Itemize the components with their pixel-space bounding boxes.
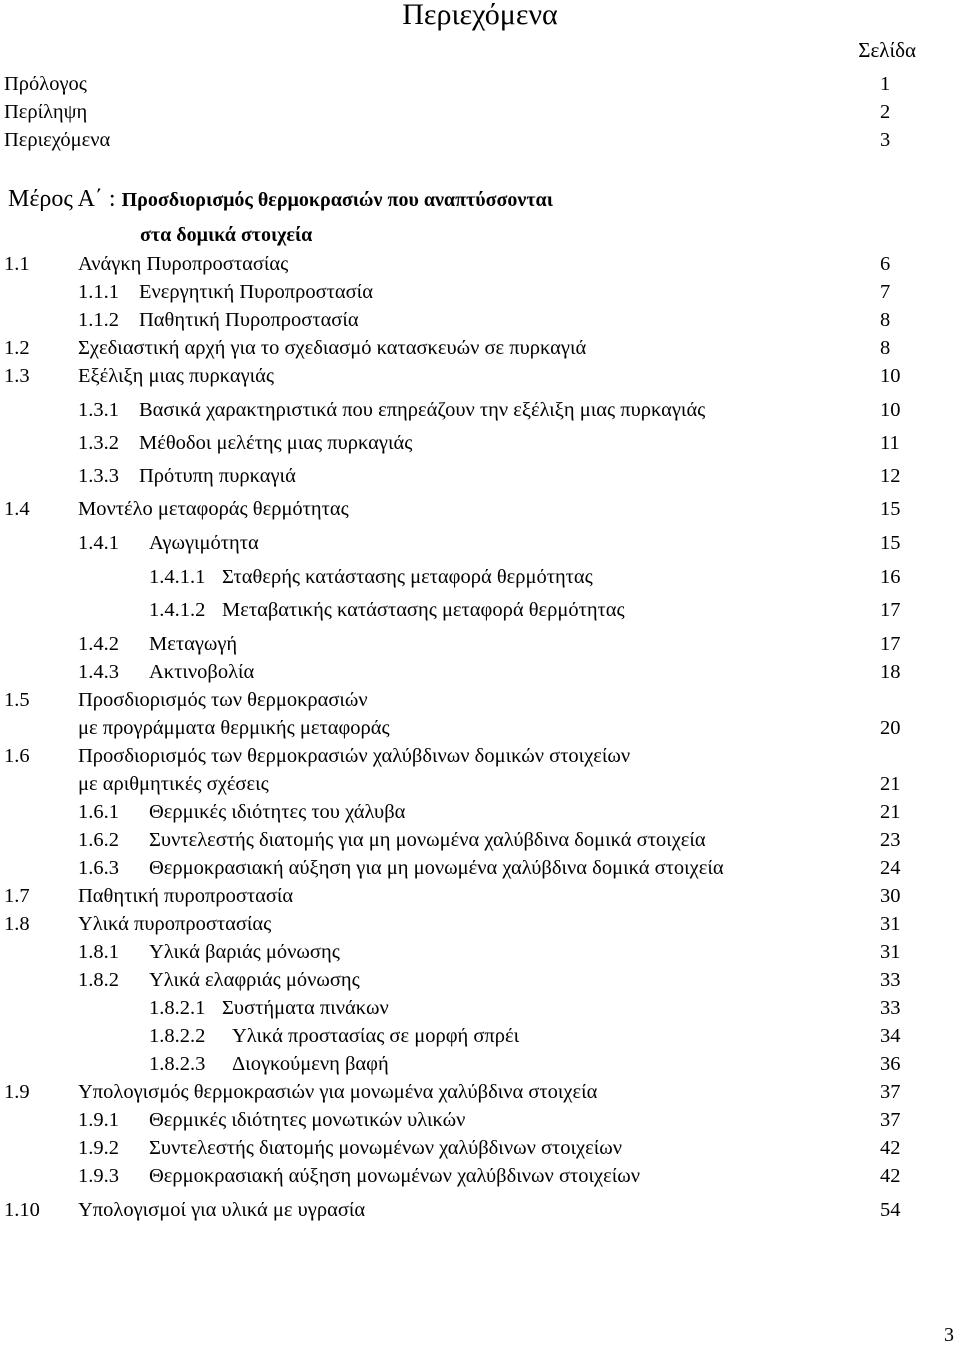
- toc-row: [0, 563, 960, 591]
- toc-row: [0, 1134, 960, 1162]
- toc-row: [0, 278, 960, 306]
- toc-entry-page: 16: [880, 566, 901, 588]
- toc-entry-title: Θερμοκρασιακή αύξηση μονωμένων χαλύβδινων στοιχείων: [149, 1165, 640, 1187]
- toc-entry-title: Αγωγιμότητα: [149, 532, 259, 554]
- page-column-label: Σελίδα: [858, 38, 916, 62]
- toc-entry-title: Ανάγκη Πυροπροστασίας: [78, 253, 289, 275]
- toc-entry-number: 1.1.2: [78, 309, 119, 331]
- toc-row: [0, 1162, 960, 1190]
- part-title-line1: Προσδιορισμός θερμοκρασιών που αναπτύσσονται: [121, 189, 553, 211]
- toc-entry-page: 17: [880, 633, 901, 655]
- toc-entry-title: Συντελεστής διατομής μονωμένων χαλύβδινων στοιχείων: [149, 1137, 623, 1159]
- toc-entry-page: 6: [880, 253, 891, 275]
- toc-entry-page: 21: [880, 801, 901, 823]
- toc-entry-title: Σχεδιαστική αρχή για το σχεδιασμό κατασκευών σε πυρκαγιά: [78, 337, 587, 359]
- toc-entry-number: 1.4.1: [78, 532, 119, 554]
- toc-entry-page: 31: [880, 941, 901, 963]
- part-heading: [8, 186, 553, 213]
- toc-entry-number: 1.9.1: [78, 1109, 119, 1131]
- toc-entry-page: 8: [880, 309, 891, 331]
- toc-entry-title: Θερμικές ιδιότητες του χάλυβα: [149, 801, 406, 823]
- toc-entry-title: Πρόλογος: [4, 73, 87, 95]
- toc-entry-page: 7: [880, 281, 891, 303]
- toc-entry-number: 1.1: [4, 253, 30, 275]
- toc-row: [0, 362, 960, 390]
- toc-entry-number: 1.8: [4, 913, 30, 935]
- toc-row: [0, 882, 960, 910]
- toc-entry-title: Πρότυπη πυρκαγιά: [139, 465, 296, 487]
- toc-entry-number: 1.8.2.1: [149, 997, 206, 1019]
- toc-entry-number: 1.4.2: [78, 633, 119, 655]
- toc-entry-number: 1.8.2.2: [149, 1025, 206, 1047]
- toc-entry-title: Θερμοκρασιακή αύξηση για μη μονωμένα χαλύβδινα δομικά στοιχεία: [149, 857, 724, 879]
- toc-entry-page: 33: [880, 969, 901, 991]
- toc-entry-title: Διογκούμενη βαφή: [232, 1053, 389, 1075]
- toc-entry-page: 11: [880, 432, 900, 454]
- toc-entry-page: 24: [880, 857, 901, 879]
- toc-entry-title: Περίληψη: [4, 101, 88, 123]
- toc-entry-number: 1.8.1: [78, 941, 119, 963]
- toc-entry-title: Υλικά προστασίας σε μορφή σπρέι: [232, 1025, 520, 1047]
- toc-entry-page: 15: [880, 498, 901, 520]
- toc-entry-page: 30: [880, 885, 901, 907]
- toc-row: [0, 938, 960, 966]
- toc-entry-title: Μεταγωγή: [149, 633, 238, 655]
- page-title: Περιεχόμενα: [402, 0, 558, 31]
- toc-entry-page: 3: [880, 129, 891, 151]
- toc-entry-number: 1.9.2: [78, 1137, 119, 1159]
- toc-entry-title: Μοντέλο μεταφοράς θερμότητας: [78, 498, 349, 520]
- toc-entry-page: 42: [880, 1137, 901, 1159]
- toc-entry-page: 8: [880, 337, 891, 359]
- toc-entry-number: 1.6.1: [78, 801, 119, 823]
- toc-entry-page: 18: [880, 661, 901, 683]
- toc-entry-number: 1.4.1.1: [149, 566, 206, 588]
- toc-entry-title: Προσδιορισμός των θερμοκρασιών: [78, 689, 368, 711]
- toc-row: [0, 429, 960, 457]
- part-title-line2: στα δομικά στοιχεία: [140, 224, 313, 246]
- toc-entry-number: 1.9.3: [78, 1165, 119, 1187]
- toc-row: [0, 462, 960, 490]
- toc-entry-title: Βασικά χαρακτηριστικά που επηρεάζουν την εξέλιξη μιας πυρκαγιάς: [139, 399, 706, 421]
- toc-entry-title: με προγράμματα θερμικής μεταφοράς: [78, 717, 390, 739]
- toc-entry-page: 42: [880, 1165, 901, 1187]
- toc-entry-number: 1.4.3: [78, 661, 119, 683]
- toc-entry-page: 10: [880, 399, 901, 421]
- toc-row: [0, 966, 960, 994]
- toc-entry-page: 31: [880, 913, 901, 935]
- toc-row: [0, 686, 960, 714]
- toc-entry-page: 36: [880, 1053, 901, 1075]
- toc-row: [0, 798, 960, 826]
- toc-entry-page: 37: [880, 1109, 901, 1131]
- toc-row: [0, 495, 960, 523]
- toc-entry-title: Υπολογισμοί για υλικά με υγρασία: [78, 1199, 366, 1221]
- toc-row: [0, 306, 960, 334]
- toc-entry-number: 1.5: [4, 689, 30, 711]
- toc-entry-page: 21: [880, 773, 901, 795]
- toc-entry-number: 1.6.3: [78, 857, 119, 879]
- toc-front-row: [0, 98, 960, 126]
- toc-row: [0, 854, 960, 882]
- toc-row: [0, 1106, 960, 1134]
- toc-entry-title: Περιεχόμενα: [4, 129, 111, 151]
- toc-entry-number: 1.2: [4, 337, 30, 359]
- toc-entry-title: Μεταβατικής κατάστασης μεταφορά θερμότητας: [222, 599, 625, 621]
- toc-entry-number: 1.6.2: [78, 829, 119, 851]
- toc-entry-number: 1.6: [4, 745, 30, 767]
- toc-row: [0, 529, 960, 557]
- toc-entry-title: Συντελεστής διατομής για μη μονωμένα χαλύβδινα δομικά στοιχεία: [149, 829, 706, 851]
- toc-entry-page: 34: [880, 1025, 901, 1047]
- toc-entry-number: 1.4: [4, 498, 30, 520]
- toc-row: [0, 714, 960, 742]
- toc-entry-title: Προσδιορισμός των θερμοκρασιών χαλύβδινων δομικών στοιχείων: [78, 745, 631, 767]
- toc-row: [0, 334, 960, 362]
- toc-entry-title: Παθητική Πυροπροστασία: [139, 309, 359, 331]
- page-number: 3: [944, 1324, 954, 1346]
- toc-row: [0, 994, 960, 1022]
- toc-entry-title: με αριθμητικές σχέσεις: [78, 773, 269, 795]
- toc-entry-title: Συστήματα πινάκων: [222, 997, 389, 1019]
- toc-entry-page: 10: [880, 365, 901, 387]
- toc-entry-title: Ακτινοβολία: [149, 661, 255, 683]
- toc-entry-title: Υλικά βαριάς μόνωσης: [149, 941, 340, 963]
- toc-entry-number: 1.8.2.3: [149, 1053, 206, 1075]
- toc-entry-page: 54: [880, 1199, 901, 1221]
- toc-row: [0, 1196, 960, 1224]
- toc-entry-page: 20: [880, 717, 901, 739]
- toc-row: [0, 396, 960, 424]
- toc-entry-page: 23: [880, 829, 901, 851]
- toc-entry-number: 1.7: [4, 885, 30, 907]
- toc-entry-page: 2: [880, 101, 891, 123]
- toc-front-row: [0, 126, 960, 154]
- toc-entry-page: 15: [880, 532, 901, 554]
- toc-row: [0, 742, 960, 770]
- toc-entry-title: Υλικά ελαφριάς μόνωσης: [149, 969, 360, 991]
- toc-entry-number: 1.8.2: [78, 969, 119, 991]
- toc-row: [0, 770, 960, 798]
- toc-front-row: [0, 70, 960, 98]
- toc-row: [0, 1078, 960, 1106]
- part-label: Μέρος Α΄ :: [8, 186, 116, 212]
- toc-entry-number: 1.9: [4, 1081, 30, 1103]
- toc-entry-title: Σταθερής κατάστασης μεταφορά θερμότητας: [222, 566, 593, 588]
- toc-entry-number: 1.10: [4, 1199, 40, 1221]
- toc-entry-number: 1.3: [4, 365, 30, 387]
- toc-row: [0, 1050, 960, 1078]
- toc-entry-number: 1.4.1.2: [149, 599, 206, 621]
- toc-entry-number: 1.3.3: [78, 465, 119, 487]
- toc-row: [0, 826, 960, 854]
- toc-entry-page: 33: [880, 997, 901, 1019]
- toc-row: [0, 596, 960, 624]
- toc-entry-page: 1: [880, 73, 891, 95]
- toc-entry-number: 1.3.1: [78, 399, 119, 421]
- toc-entry-number: 1.3.2: [78, 432, 119, 454]
- toc-entry-title: Υλικά πυροπροστασίας: [78, 913, 272, 935]
- toc-row: [0, 910, 960, 938]
- toc-entry-title: Ενεργητική Πυροπροστασία: [139, 281, 373, 303]
- toc-entry-page: 17: [880, 599, 901, 621]
- toc-entry-number: 1.1.1: [78, 281, 119, 303]
- toc-row: [0, 1022, 960, 1050]
- toc-entry-title: Μέθοδοι μελέτης μιας πυρκαγιάς: [139, 432, 413, 454]
- toc-entry-title: Θερμικές ιδιότητες μονωτικών υλικών: [149, 1109, 466, 1131]
- toc-entry-page: 37: [880, 1081, 901, 1103]
- toc-row: [0, 630, 960, 658]
- toc-entry-title: Παθητική πυροπροστασία: [78, 885, 294, 907]
- toc-row: [0, 658, 960, 686]
- toc-entry-page: 12: [880, 465, 901, 487]
- toc-row: [0, 250, 960, 278]
- toc-entry-title: Υπολογισμός θερμοκρασιών για μονωμένα χαλύβδινα στοιχεία: [78, 1081, 598, 1103]
- toc-entry-title: Εξέλιξη μιας πυρκαγιάς: [78, 365, 275, 387]
